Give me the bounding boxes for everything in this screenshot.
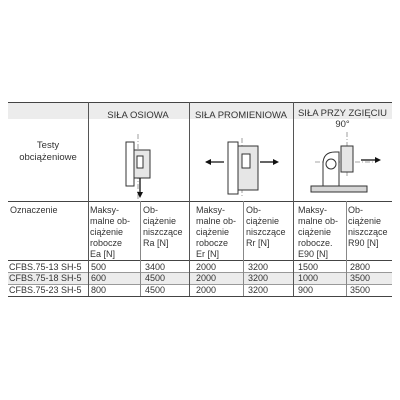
subheader-line: E90 [N] — [298, 249, 329, 259]
subheader-line: Ob- — [143, 205, 159, 215]
subheader-line: Ob- — [348, 205, 364, 215]
row-2-rule — [8, 284, 392, 285]
subheader-line: Ra [N] — [143, 238, 169, 248]
subheader-line: niszczące — [246, 227, 286, 237]
subheader-line: ciążenie — [246, 216, 280, 226]
row-value-ea: 800 — [91, 285, 107, 295]
header-bottom-rule — [8, 201, 392, 202]
subheader-bottom-rule — [8, 260, 392, 261]
subheader-line: ciążenie — [90, 227, 124, 237]
subheader-r90 — [348, 205, 388, 249]
row-header-label-line-2: obciążeniowe — [19, 152, 77, 163]
subheader-line: ciążenie — [348, 216, 382, 226]
subheader-ra — [143, 205, 183, 249]
table-top-rule — [8, 102, 392, 103]
row-designation: CFBS.75-23 SH-5 — [9, 285, 82, 295]
subheader-line: niszczące — [143, 227, 183, 237]
column-divider — [88, 102, 89, 296]
row-value-r90: 2800 — [350, 262, 371, 272]
row-value-er: 2000 — [196, 273, 217, 283]
column-divider — [243, 201, 244, 296]
column-divider — [140, 201, 141, 296]
row-1-rule — [8, 272, 392, 273]
column-divider — [293, 102, 294, 296]
subheader-line: Rr [N] — [246, 238, 270, 248]
subheader-rr — [246, 205, 286, 249]
subheader-ea — [90, 205, 130, 260]
subheader-line: malne ob- — [90, 216, 131, 226]
subheader-line: R90 [N] — [348, 238, 379, 248]
subheader-line: robocze — [196, 238, 229, 248]
row-value-e90: 1000 — [298, 273, 319, 283]
axial-force-title: SIŁA OSIOWA — [107, 110, 169, 121]
row-value-ra: 4500 — [145, 285, 166, 295]
subheader-line: malne ob- — [298, 216, 339, 226]
row-value-r90: 3500 — [350, 273, 371, 283]
row-designation: CFBS.75-13 SH-5 — [9, 262, 82, 272]
subheader-line: ciążenie — [298, 227, 332, 237]
designation-column-header: Oznaczenie — [10, 205, 58, 215]
table-bottom-rule — [8, 296, 392, 297]
row-value-ra: 3400 — [145, 262, 166, 272]
subheader-line: robocze. — [298, 238, 333, 248]
bending-force-title-line-2: 90° — [335, 119, 350, 130]
column-divider — [189, 102, 190, 296]
subheader-line: malne ob- — [196, 216, 237, 226]
row-value-r90: 3500 — [350, 285, 371, 295]
row-value-er: 2000 — [196, 285, 217, 295]
subheader-er — [196, 205, 236, 260]
radial-force-title: SIŁA PROMIENIOWA — [194, 110, 288, 121]
subheader-line: Ea [N] — [90, 249, 116, 259]
row-value-rr: 3200 — [248, 285, 269, 295]
subheader-line: Maksy- — [90, 205, 119, 215]
subheader-line: niszczące — [348, 227, 388, 237]
subheader-line: ciążenie — [143, 216, 177, 226]
column-divider — [346, 201, 347, 296]
row-header-label-line-1: Testy — [36, 140, 60, 151]
bending-force-title-line-1: SIŁA PRZY ZGIĘCIU — [297, 108, 388, 119]
row-value-ea: 600 — [91, 273, 107, 283]
subheader-line: Maksy- — [196, 205, 225, 215]
row-value-ea: 500 — [91, 262, 107, 272]
subheader-line: ciążenie — [196, 227, 230, 237]
subheader-e90 — [298, 205, 338, 260]
subheader-line: Maksy- — [298, 205, 327, 215]
row-value-e90: 1500 — [298, 262, 319, 272]
row-value-rr: 3200 — [248, 262, 269, 272]
row-designation: CFBS.75-18 SH-5 — [9, 273, 82, 283]
radial-load-diagram-icon — [204, 136, 280, 200]
axial-load-diagram-icon — [108, 132, 168, 204]
row-value-e90: 900 — [298, 285, 314, 295]
row-value-rr: 3200 — [248, 273, 269, 283]
subheader-line: Ob- — [246, 205, 262, 215]
subheader-line: Er [N] — [196, 249, 220, 259]
row-value-ra: 4500 — [145, 273, 166, 283]
row-value-er: 2000 — [196, 262, 217, 272]
bending-load-diagram-icon — [305, 132, 389, 198]
subheader-line: robocze — [90, 238, 123, 248]
